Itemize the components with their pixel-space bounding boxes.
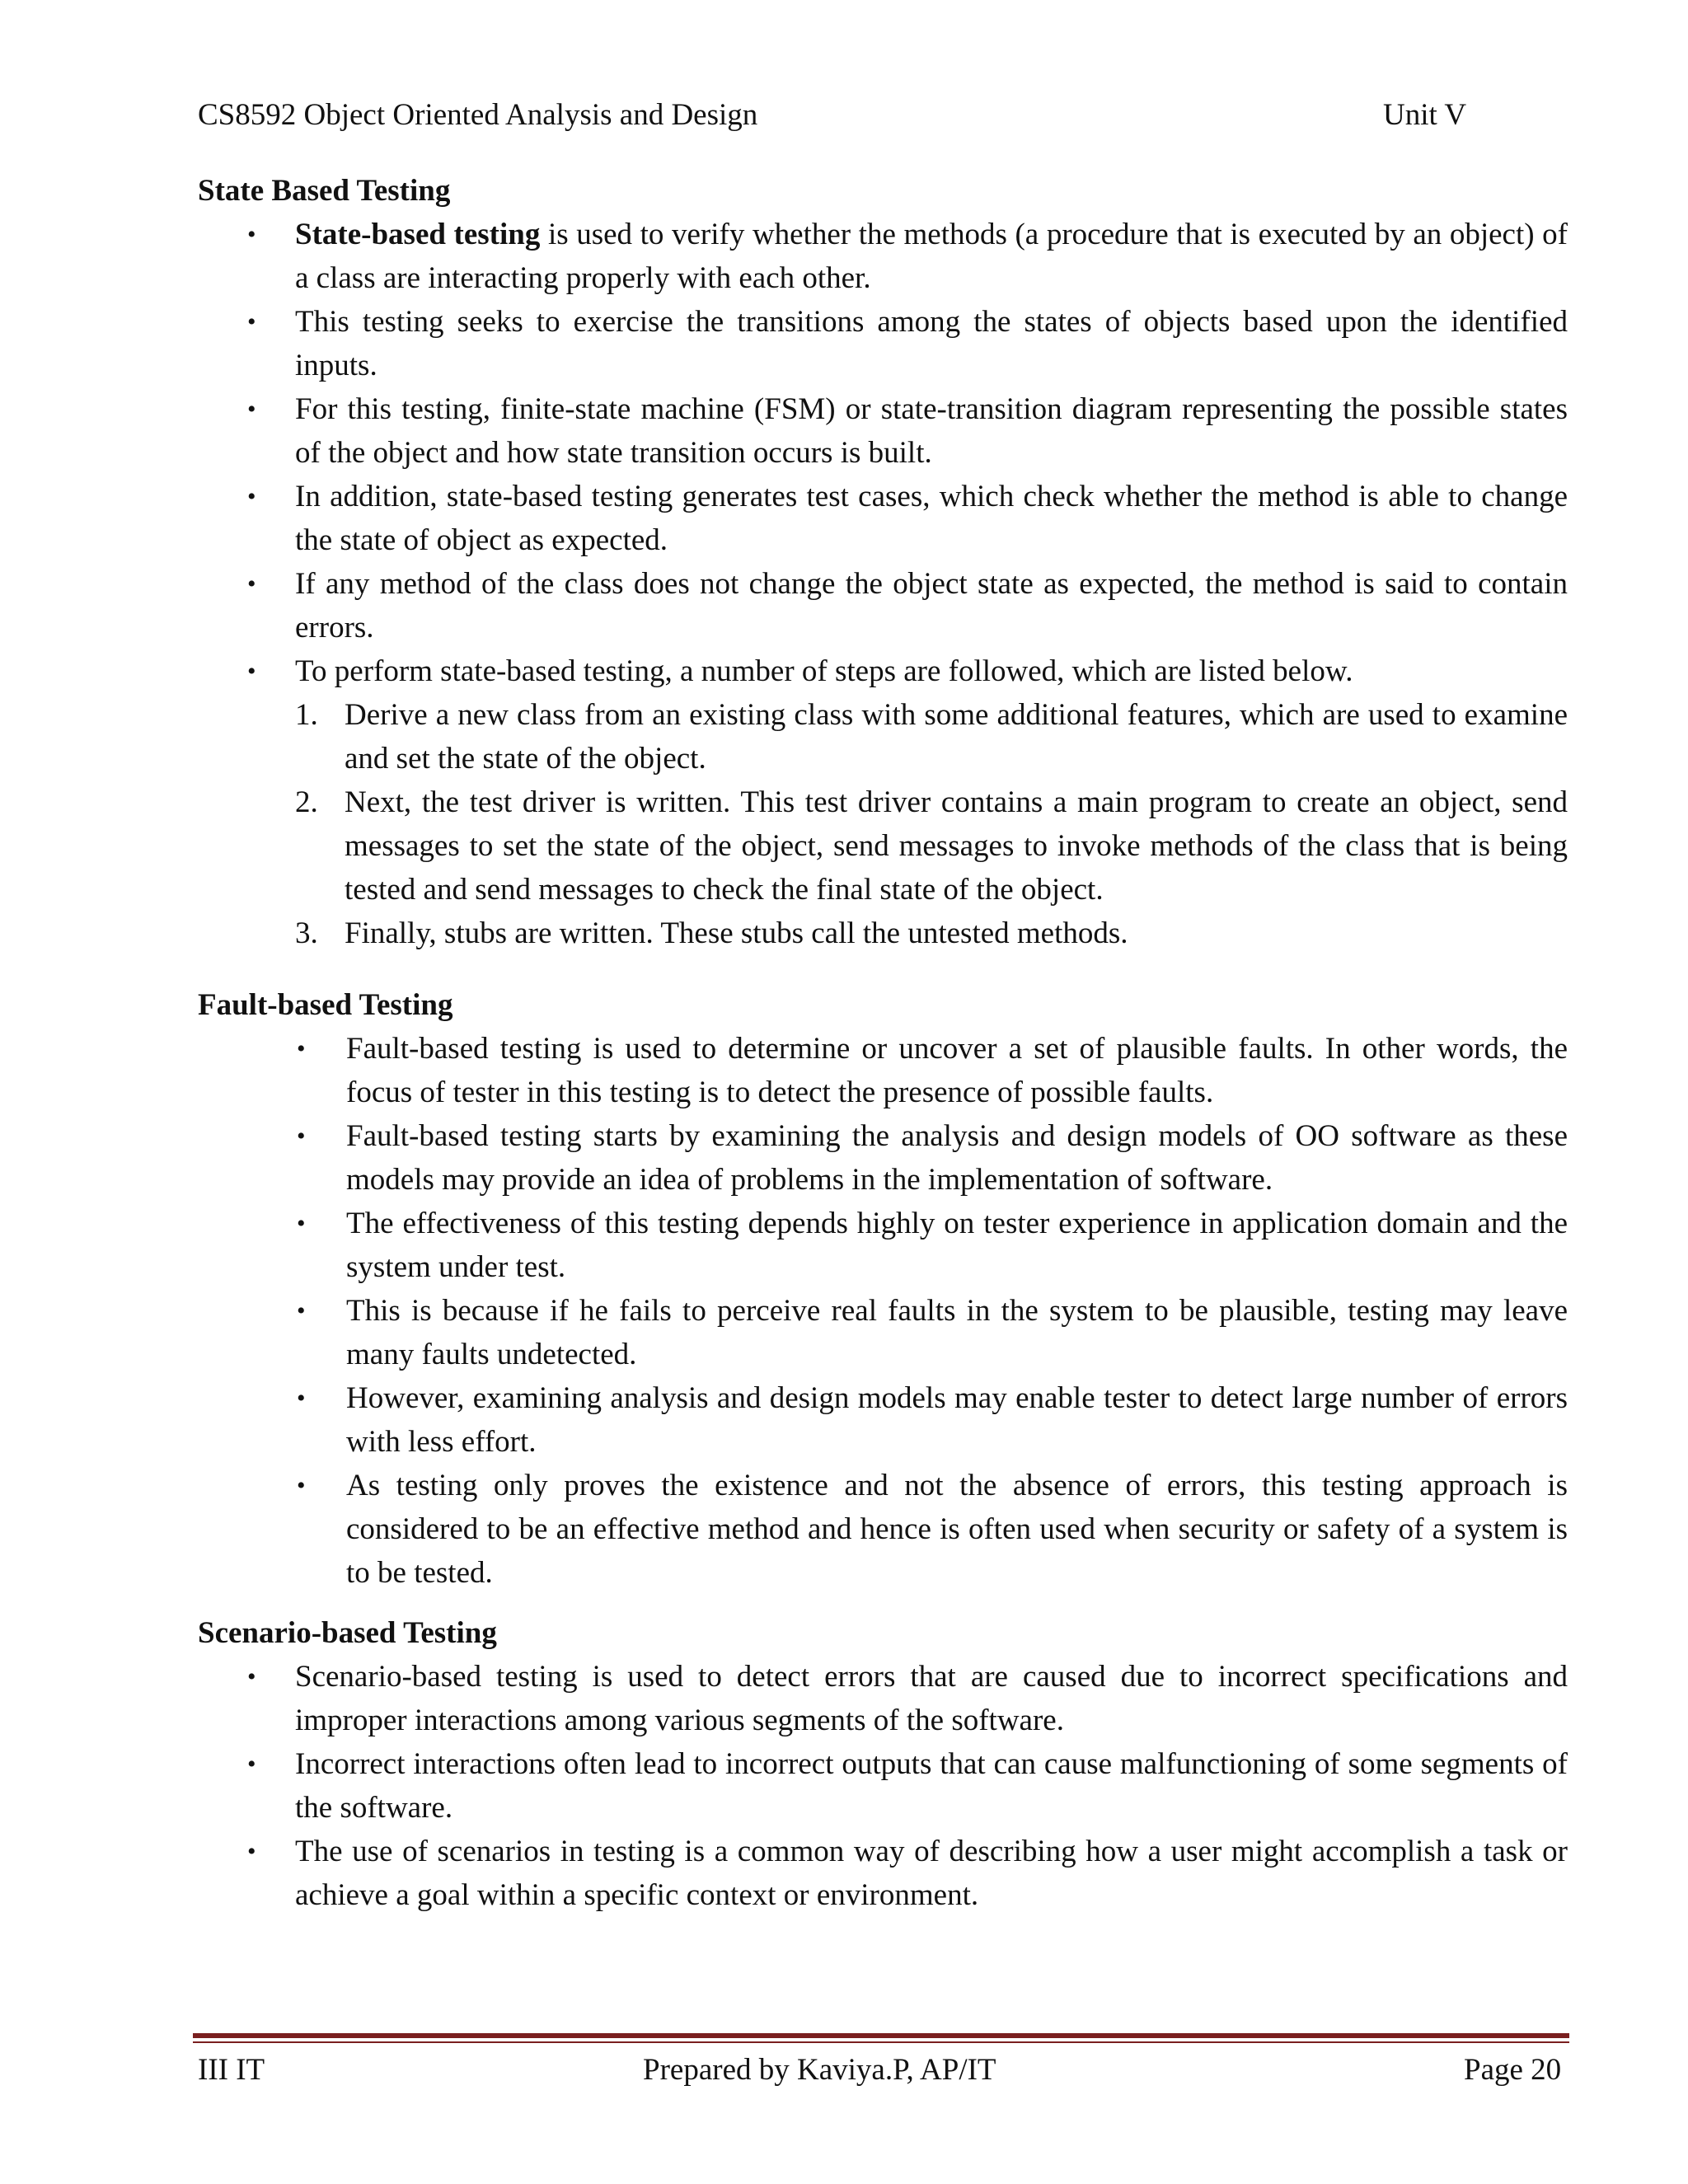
- list-item-text: In addition, state-based testing generates test cases, which check whether the method is able to change the state of object as expected.: [295, 480, 1568, 557]
- list-item-text: The effectiveness of this testing depends highly on tester experience in application domain and the system under test.: [346, 1207, 1568, 1284]
- bullet-icon: •: [247, 1663, 256, 1690]
- list-item-text: Scenario-based testing is used to detect errors that are caused due to incorrect specifications and improper interactions among various segments of the software.: [295, 1660, 1568, 1737]
- list-item-text: Incorrect interactions often lead to incorrect outputs that can cause malfunctioning of some segments of the software.: [295, 1747, 1568, 1825]
- footer-divider-thick: [193, 2033, 1569, 2038]
- section-gap: [198, 955, 1568, 983]
- list-item: [198, 1464, 1568, 1595]
- numbered-step: [198, 693, 1568, 780]
- bullet-icon: •: [247, 221, 256, 248]
- bullet-icon: •: [297, 1210, 306, 1237]
- header-unit: Unit V: [1383, 98, 1467, 132]
- page-content: [198, 169, 1568, 1917]
- list-item-text: is used to verify whether the methods (a procedure that is executed by an object) of a class are interacting properly with each other.: [295, 218, 1568, 295]
- bullet-icon: •: [297, 1122, 306, 1150]
- bullet-icon: •: [297, 1472, 306, 1499]
- list-item: [198, 649, 1568, 693]
- list-item: [198, 1289, 1568, 1376]
- bold-term: State-based testing: [295, 218, 541, 251]
- list-item-text: Fault-based testing is used to determine or uncover a set of plausible faults. In other words, the focus of tester in this testing is to detect the presence of possible faults.: [346, 1032, 1568, 1109]
- list-item: [198, 475, 1568, 562]
- bullet-icon: •: [247, 396, 256, 423]
- list-item-text: However, examining analysis and design models may enable tester to detect large number of errors with less effort.: [346, 1381, 1568, 1459]
- numbered-step: [198, 780, 1568, 912]
- list-item: [198, 387, 1568, 475]
- list-item: [198, 1114, 1568, 1202]
- footer-divider-thin: [193, 2041, 1569, 2043]
- list-item: [198, 300, 1568, 387]
- header-course-title: CS8592 Object Oriented Analysis and Design: [198, 98, 758, 132]
- section-heading-fault-based: Fault-based Testing: [198, 988, 453, 1022]
- list-item-text: Fault-based testing starts by examining the analysis and design models of OO software as these models may provide an idea of problems in the implementation of software.: [346, 1119, 1568, 1197]
- list-item-text: To perform state-based testing, a number of steps are followed, which are listed below.: [295, 654, 1353, 688]
- section-heading-scenario-based: Scenario-based Testing: [198, 1616, 497, 1650]
- step-number: 3.: [295, 916, 318, 950]
- list-item: [198, 562, 1568, 649]
- bullet-icon: •: [247, 483, 256, 510]
- list-item: [198, 1830, 1568, 1917]
- bullet-icon: •: [247, 1750, 256, 1778]
- list-item: [198, 1027, 1568, 1114]
- list-item-text: This testing seeks to exercise the transitions among the states of objects based upon the identified inputs.: [295, 305, 1568, 382]
- step-text: Next, the test driver is written. This test driver contains a main program to create an object, send messages to set the state of the object, send messages to invoke methods of the class that is being tested and send messages to check the final state of the object.: [345, 785, 1568, 907]
- bullet-icon: •: [297, 1035, 306, 1062]
- footer-author: Prepared by Kaviya.P, AP/IT: [643, 2053, 996, 2087]
- list-item-text: The use of scenarios in testing is a common way of describing how a user might accomplish a task or achieve a goal within a specific context or environment.: [295, 1835, 1568, 1912]
- bullet-icon: •: [247, 1838, 256, 1865]
- step-number: 1.: [295, 698, 318, 732]
- list-item: [198, 1202, 1568, 1289]
- list-item-text: For this testing, finite-state machine (FSM) or state-transition diagram representing the possible states of the object and how state transition occurs is built.: [295, 392, 1568, 470]
- bullet-icon: •: [297, 1297, 306, 1324]
- list-item-text: As testing only proves the existence and not the absence of errors, this testing approach is considered to be an effective method and hence is often used when security or safety of a system is to be tested.: [346, 1469, 1568, 1590]
- bullet-icon: •: [247, 658, 256, 685]
- step-text: Derive a new class from an existing class with some additional features, which are used to examine and set the state of the object.: [345, 698, 1568, 776]
- step-text: Finally, stubs are written. These stubs call the untested methods.: [345, 916, 1128, 950]
- list-item-text: This is because if he fails to perceive real faults in the system to be plausible, testing may leave many faults undetected.: [346, 1294, 1568, 1371]
- list-item-text: If any method of the class does not change the object state as expected, the method is said to contain errors.: [295, 567, 1568, 644]
- footer-page-number: Page 20: [1464, 2053, 1562, 2087]
- bullet-icon: •: [297, 1385, 306, 1412]
- bullet-icon: •: [247, 570, 256, 598]
- list-item: [198, 213, 1568, 300]
- list-item: [198, 1742, 1568, 1830]
- bullet-icon: •: [247, 308, 256, 335]
- footer-class: III IT: [198, 2053, 265, 2087]
- numbered-step: [198, 912, 1568, 955]
- step-number: 2.: [295, 785, 318, 819]
- list-item: [198, 1655, 1568, 1742]
- section-heading-state-based: State Based Testing: [198, 174, 451, 208]
- section-gap: [198, 1595, 1568, 1611]
- list-item: [198, 1376, 1568, 1464]
